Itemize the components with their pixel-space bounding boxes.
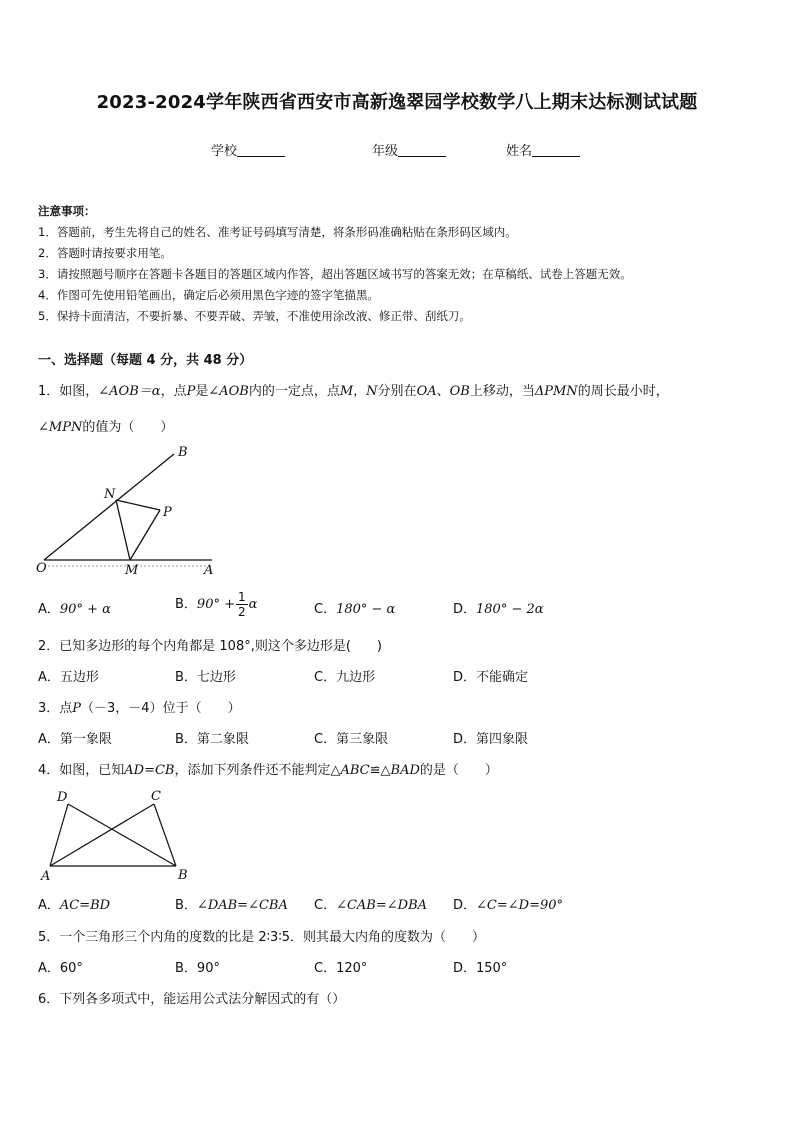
question-4: 4．如图，已知AD=CB，添加下列条件还不能判定△ABC≌△BAD的是（ ）: [38, 763, 498, 778]
label-b: B: [178, 868, 188, 883]
q5-option-b[interactable]: B．90°: [175, 961, 220, 976]
grade-field: [372, 140, 446, 159]
label-o: O: [36, 561, 47, 576]
q2-option-b[interactable]: B．七边形: [175, 670, 236, 685]
question-3: 3．点P（－3，－4）位于（ ）: [38, 701, 241, 716]
label-d: D: [57, 790, 68, 805]
ray-ob: [44, 454, 174, 560]
question-1-line2: ∠MPN的值为（ ）: [38, 420, 174, 435]
segment-bc: [154, 804, 176, 866]
q2-option-d[interactable]: D．不能确定: [453, 670, 529, 685]
label-a: A: [41, 869, 51, 884]
label-m: M: [125, 563, 139, 578]
school-field: [211, 140, 285, 159]
grade-blank[interactable]: [398, 143, 446, 157]
q3-option-d[interactable]: D．第四象限: [453, 732, 529, 747]
name-label: 姓名: [506, 144, 533, 159]
q4-option-c[interactable]: C．∠CAB=∠DBA: [314, 898, 428, 913]
label-c: C: [151, 789, 161, 804]
question-6: 6．下列各多项式中，能运用公式法分解因式的有（）: [38, 992, 346, 1007]
grade-label: 年级: [372, 144, 399, 159]
q1-figure: [30, 440, 230, 580]
question-5: 5．一个三角形三个内角的度数的比是 2∶3∶5．则其最大内角的度数为（ ）: [38, 930, 485, 945]
school-label: 学校: [211, 144, 238, 159]
fraction-half: $\frac{1}{2}$: [238, 590, 246, 619]
q5-option-a[interactable]: A．60°: [38, 961, 83, 976]
q1-option-d[interactable]: D．180° − 2α: [453, 602, 544, 617]
q5-option-c[interactable]: C．120°: [314, 961, 368, 976]
label-a: A: [204, 563, 214, 578]
q3-option-c[interactable]: C．第三象限: [314, 732, 389, 747]
notice-item: 4．作图可先使用铅笔画出，确定后必须用黑色字迹的签字笔描黑。: [38, 288, 379, 302]
label-b: B: [178, 445, 188, 460]
q3-option-a[interactable]: A．第一象限: [38, 732, 112, 747]
segment-nm: [116, 500, 130, 560]
q1-option-c[interactable]: C．180° − α: [314, 602, 396, 617]
notice-item: 3．请按照题号顺序在答题卡各题目的答题区域内作答，超出答题区域书写的答案无效；在草稿纸、试卷上答题无效。: [38, 267, 632, 281]
q1-option-a[interactable]: A．90° + α: [38, 602, 111, 617]
q5-option-d[interactable]: D．150°: [453, 961, 508, 976]
q4-figure: [30, 782, 200, 886]
q4-option-a[interactable]: A．AC=BD: [38, 898, 111, 913]
question-2: 2．已知多边形的每个内角都是 108°,则这个多边形是( ): [38, 639, 382, 654]
notice-heading: 注意事项：: [38, 204, 96, 218]
name-field: [506, 140, 580, 159]
segment-bd: [68, 804, 176, 866]
q2-option-a[interactable]: A．五边形: [38, 670, 99, 685]
q4-option-d[interactable]: D．∠C=∠D=90°: [453, 898, 563, 913]
notice-item: 5．保持卡面清洁，不要折暴、不要弄破、弄皱，不准使用涂改液、修正带、刮纸刀。: [38, 309, 471, 323]
label-n: N: [104, 487, 116, 502]
label-p: P: [163, 505, 172, 520]
exam-title: 2023-2024学年陕西省西安市高新逸翠园学校数学八上期末达标测试试题: [96, 92, 698, 113]
school-blank[interactable]: [237, 143, 285, 157]
q4-option-b[interactable]: B．∠DAB=∠CBA: [175, 898, 288, 913]
q2-option-c[interactable]: C．九边形: [314, 670, 376, 685]
question-1-line1: 1．如图，∠AOB＝α，点P是∠AOB内的一定点，点M，N分别在OA、OB上移动，当ΔPMN的周长最小时，: [38, 384, 669, 399]
notice-item: 2．答题时请按要求用笔。: [38, 246, 172, 260]
notice-item: 1．答题前，考生先将自己的姓名、准考证号码填写清楚，将条形码准确粘贴在条形码区域内。: [38, 225, 517, 239]
segment-np: [116, 500, 160, 510]
q1-option-b[interactable]: B．90° + $\frac{1}{2}$ α: [175, 590, 258, 619]
q3-option-b[interactable]: B．第二象限: [175, 732, 249, 747]
name-blank[interactable]: [532, 143, 580, 157]
segment-pm: [130, 510, 160, 560]
section-heading: 一、选择题（每题 4 分，共 48 分）: [38, 353, 253, 368]
